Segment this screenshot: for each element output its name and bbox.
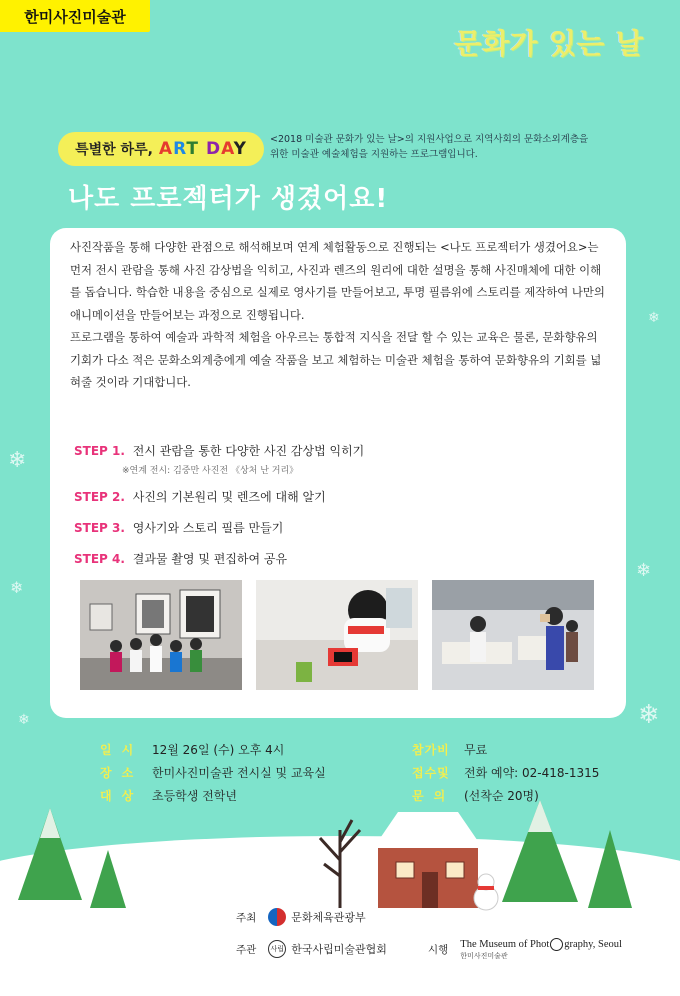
snowflake-icon: ❄ — [636, 560, 652, 581]
info-value: (선착순 20명) — [464, 789, 539, 803]
art-day-letter: A — [221, 139, 234, 159]
photo-strip — [80, 580, 610, 690]
step-item — [74, 550, 594, 567]
step-list — [74, 442, 594, 581]
info-key: 접수및 — [412, 766, 450, 780]
museum-korean-name: 한미사진미술관 — [460, 952, 508, 960]
executor-sponsor — [428, 938, 622, 961]
host-label: 주최 — [236, 911, 257, 924]
step-label: STEP 1. — [74, 444, 125, 458]
info-value: 초등학생 전학년 — [152, 789, 237, 803]
step-item — [74, 519, 594, 536]
step-label: STEP 2. — [74, 490, 125, 504]
art-day-letter — [199, 139, 206, 159]
museum-name: The Museum of Phot — [460, 938, 550, 950]
snowflake-icon: ❄ — [8, 448, 27, 473]
step-label: STEP 3. — [74, 521, 125, 535]
info-key: 대상 — [100, 789, 144, 803]
sponsor-bar — [0, 900, 680, 996]
info-value: 무료 — [464, 743, 488, 757]
organizer-name: 한국사립미술관협회 — [291, 943, 387, 956]
museum-badge: 한미사진미술관 — [0, 0, 150, 32]
art-day-letter: T — [186, 139, 200, 159]
organizer-label: 주관 — [236, 943, 257, 956]
step-note: ※연계 전시: 김중만 사진전 《상처 난 거리》 — [122, 466, 299, 476]
photo-film-activity — [432, 580, 594, 690]
step-item — [74, 488, 594, 505]
art-day-wordmark — [159, 139, 247, 159]
art-day-letter: R — [173, 139, 187, 159]
intro-text: <2018 미술관 문화가 있는 날>의 지원사업으로 지역사회의 문화소외계층을 위한 미술관 예술체험을 지원하는 프로그램입니다. — [270, 134, 589, 160]
art-day-pill — [58, 132, 264, 166]
executor-label: 시행 — [428, 944, 449, 956]
info-key: 일시 — [100, 743, 144, 757]
step-text: 사진의 기본원리 및 렌즈에 대해 알기 — [132, 490, 326, 504]
step-text: 결과물 촬영 및 편집하여 공유 — [132, 552, 288, 566]
info-value: 전화 예약: 02-418-1315 — [464, 766, 600, 780]
description-paragraph: 사진작품을 통해 다양한 관점으로 해석해보며 연계 체험활동으로 진행되는 <나도 프로젝터가 생겼어요>는 먼저 전시 관람을 통해 사진 감상법을 익히고, 사진과 렌즈의 원리에 대한 설명을 통해 사진매체에 대한 이해를 돕습니다. 학습한 내용을 중심으로 실제로 영사기를 만들어보고, 투명 필름위에 스토리를 제작하여 나만의 애니메이션을 만들어보는 과정으로 진행됩니다. — [70, 240, 605, 322]
museum-name-suffix: graphy, Seoul — [564, 938, 622, 950]
info-value: 한미사진미술관 전시실 및 교육실 — [152, 766, 326, 780]
description-paragraph: 프로그램을 통하여 예술과 과학적 체험을 아우르는 통합적 지식을 전달 할 수 있는 교육은 물론, 문화향유의 기회가 다소 적은 문화소외계층에게 예술 작품을 보고 체험하는 미술관 체험을 통하여 문화향유의 기회를 넓혀줄 것이라 기대합니다. — [70, 330, 602, 389]
snowflake-icon: ❄ — [648, 310, 660, 326]
art-day-letter: A — [158, 139, 174, 159]
info-row — [412, 738, 599, 761]
snowflake-icon: ❄ — [18, 712, 30, 728]
host-name: 문화체육관광부 — [291, 911, 366, 924]
info-key: 참가비 — [412, 743, 450, 757]
info-key: 장소 — [100, 766, 144, 780]
pill-prefix: 특별한 하루, — [75, 142, 153, 158]
program-description — [70, 236, 608, 394]
info-row — [100, 761, 326, 784]
photo-gallery-visit — [80, 580, 242, 690]
info-row — [100, 738, 326, 761]
art-day-letter: Y — [233, 139, 247, 159]
snowflake-icon: ❄ — [10, 578, 24, 597]
association-seal-icon: 사립 — [268, 940, 286, 958]
program-card — [50, 228, 626, 718]
program-title: 나도 프로젝터가 생겼어요! — [68, 184, 389, 214]
museum-logo — [460, 938, 622, 961]
step-item — [74, 442, 594, 459]
step-label: STEP 4. — [74, 552, 125, 566]
snowflake-icon: ❄ — [638, 700, 660, 730]
info-key: 문의 — [412, 789, 456, 803]
step-text: 영사기와 스토리 필름 만들기 — [132, 521, 284, 535]
government-emblem-icon — [268, 908, 286, 926]
host-sponsor — [236, 908, 366, 926]
art-day-letter: D — [205, 139, 222, 159]
museum-o-icon — [550, 938, 563, 951]
organizer-sponsor — [236, 940, 387, 958]
photo-projector-making — [256, 580, 418, 690]
info-row — [412, 761, 599, 784]
info-value: 12월 26일 (수) 오후 4시 — [152, 743, 285, 757]
culture-day-logo: 문화가 있는 날 — [454, 27, 644, 60]
step-text: 전시 관람을 통한 다양한 사진 감상법 익히기 — [132, 444, 365, 458]
